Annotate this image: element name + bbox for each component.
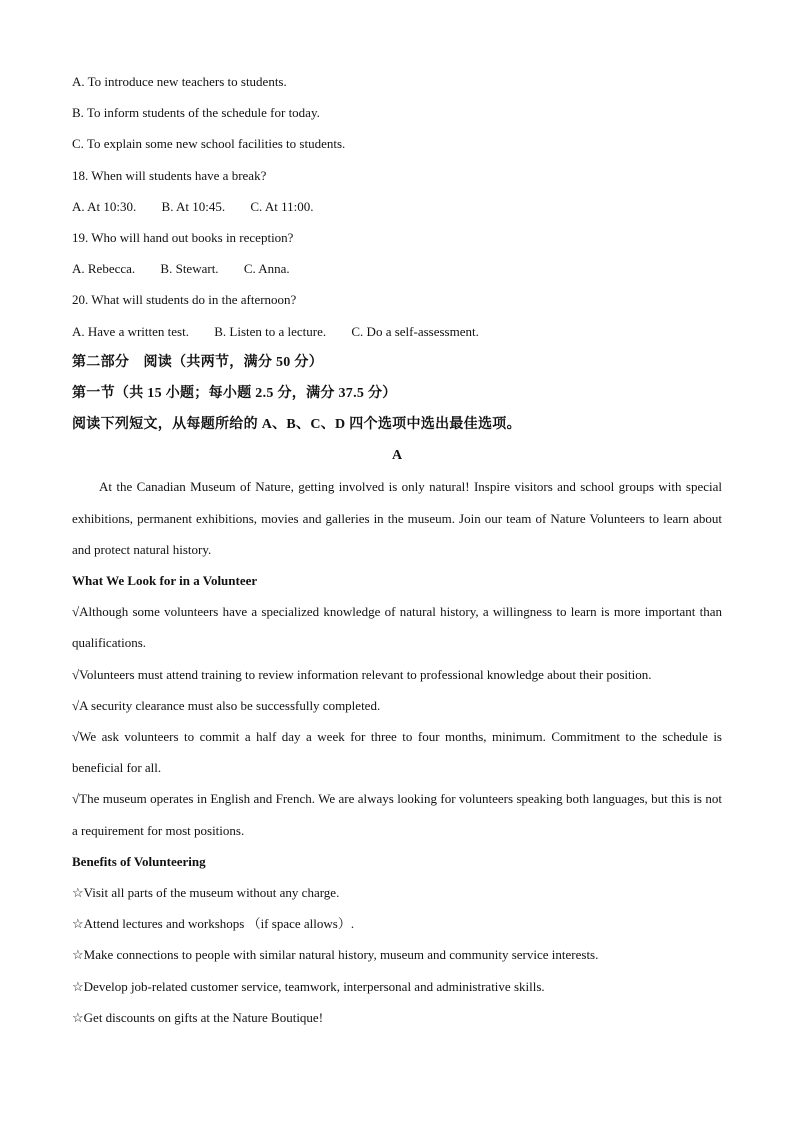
look-for-heading: What We Look for in a Volunteer xyxy=(72,573,258,589)
q17-option-a: A. To introduce new teachers to students. xyxy=(72,74,287,89)
q18-options xyxy=(72,191,722,222)
q19-option-b: B. Stewart. xyxy=(160,261,219,277)
q18-option-a: A. At 10:30. xyxy=(72,198,137,214)
q18-question: 18. When will students have a break? xyxy=(72,167,267,183)
look-for-item: √The museum operates in English and French. We are always looking for volunteers speaking both languages, but this is not a requirement for most positions. xyxy=(72,791,722,838)
q19-question: 19. Who will hand out books in reception? xyxy=(72,229,294,245)
q17-option-b: B. To inform students of the schedule for today. xyxy=(72,105,320,121)
passage-label: A xyxy=(391,448,403,464)
look-for-item: √A security clearance must also be successfully completed. xyxy=(72,697,381,713)
look-for-item: √Although some volunteers have a specialized knowledge of natural history, a willingness to learn is more important than qualifications. xyxy=(72,604,722,651)
passage-intro: At the Canadian Museum of Nature, getting involved is only natural! Inspire visitors and school groups with special exhibitions, permanent exhibitions, movies and galleries in the museum. Join our team of Nature Volunteers to learn about and protect natural history. xyxy=(72,479,722,557)
q20-option-c: C. Do a self-assessment. xyxy=(351,323,479,339)
q19-option-a: A. Rebecca. xyxy=(72,261,136,277)
benefit-item: ☆Develop job-related customer service, teamwork, interpersonal and administrative skills. xyxy=(72,978,545,994)
benefit-item: ☆Get discounts on gifts at the Nature Boutique! xyxy=(72,1009,324,1025)
instruction: 阅读下列短文，从每题所给的 A、B、C、D 四个选项中选出最佳选项。 xyxy=(72,417,521,433)
q20-option-b: B. Listen to a lecture. xyxy=(214,323,327,339)
q20-option-a: A. Have a written test. xyxy=(72,323,189,339)
look-for-item: √We ask volunteers to commit a half day a week for three to four months, minimum. Commitment to the schedule is beneficial for all. xyxy=(72,729,722,776)
q20-question: 20. What will students do in the afternoon? xyxy=(72,292,297,308)
q19-options xyxy=(72,253,722,284)
part-heading: 第二部分 阅读（共两节，满分 50 分） xyxy=(72,354,323,370)
look-for-item: √Volunteers must attend training to review information relevant to professional knowledge about their position. xyxy=(72,666,652,682)
section-heading: 第一节（共 15 小题；每小题 2.5 分，满分 37.5 分） xyxy=(72,385,397,401)
q19-option-c: C. Anna. xyxy=(243,261,290,277)
q17-option-c: C. To explain some new school facilities to students. xyxy=(72,136,346,152)
exam-page xyxy=(72,66,722,1033)
q20-options xyxy=(72,316,722,347)
benefit-item: ☆Make connections to people with similar natural history, museum and community service interests. xyxy=(72,947,599,963)
q18-option-b: B. At 10:45. xyxy=(161,198,226,214)
q18-option-c: C. At 11:00. xyxy=(250,198,314,214)
benefit-item: ☆Attend lectures and workshops （if space allows）. xyxy=(72,916,355,932)
benefits-heading: Benefits of Volunteering xyxy=(72,853,206,869)
benefit-item: ☆Visit all parts of the museum without any charge. xyxy=(72,885,340,901)
